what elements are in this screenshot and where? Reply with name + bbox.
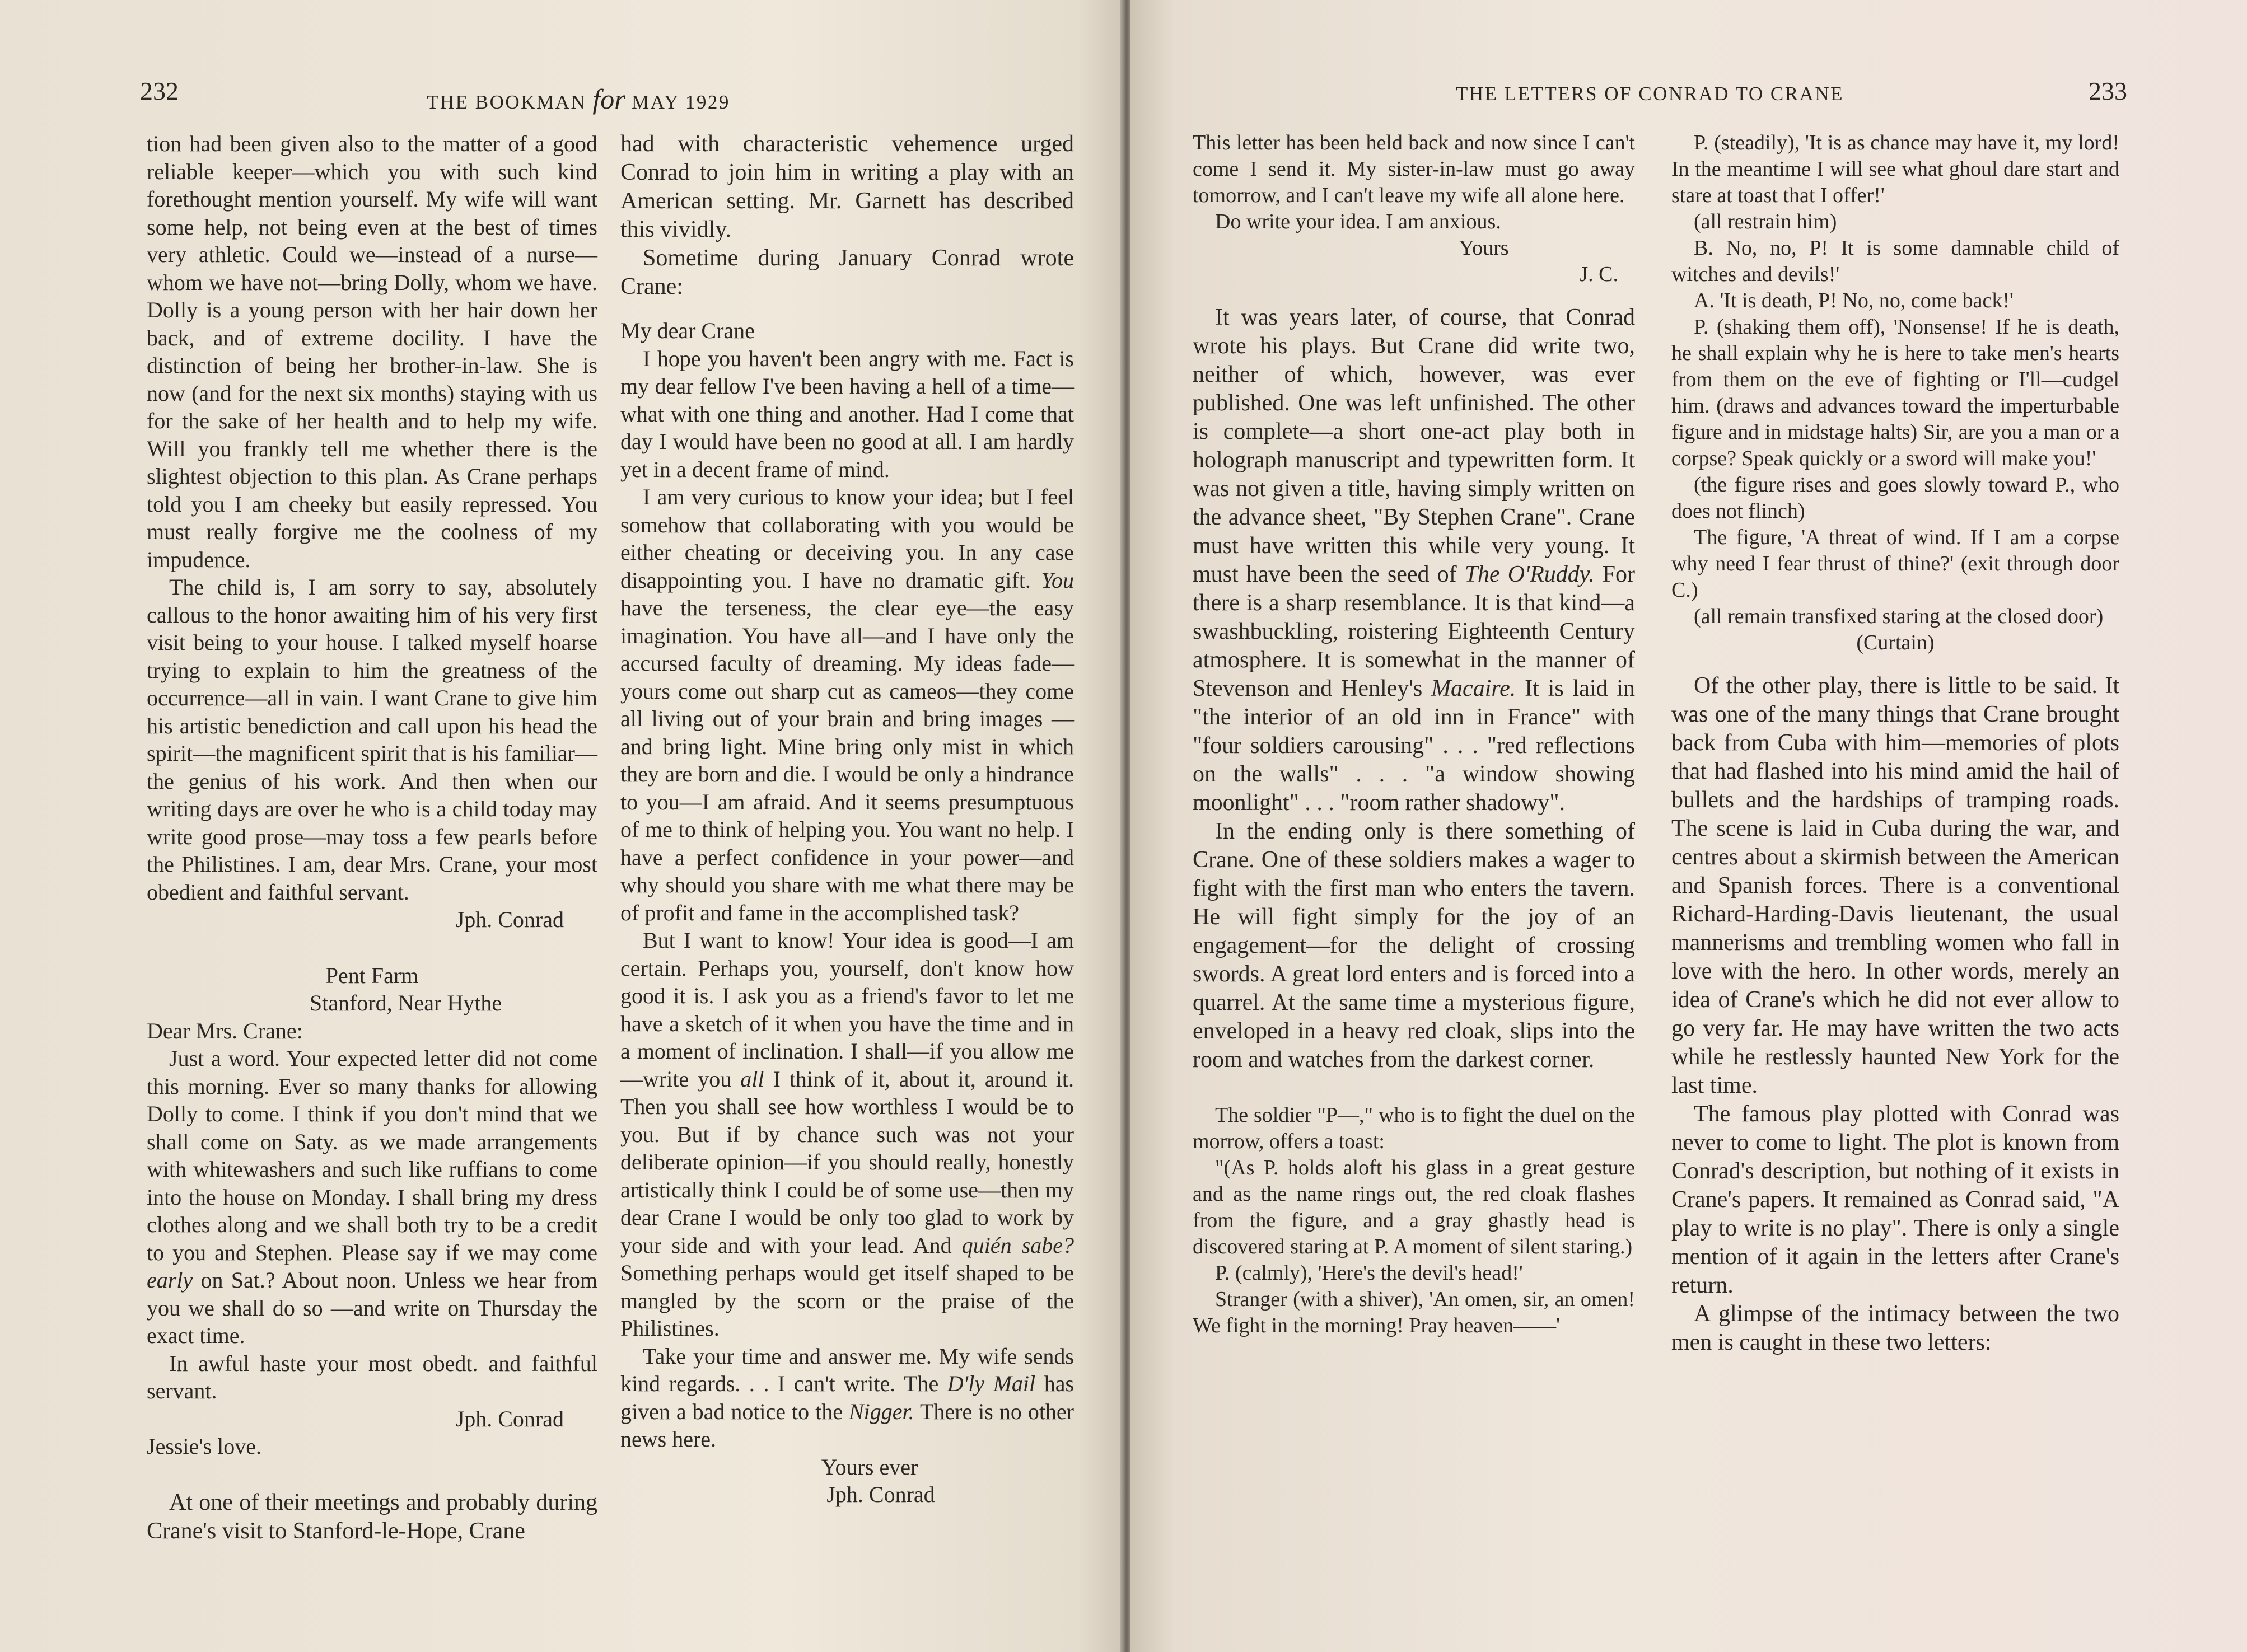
running-head-for: for xyxy=(592,83,625,115)
paragraph: The soldier "P—," who is to fight the duel on the morrow, offers a toast: xyxy=(1193,1103,1635,1153)
paragraph: Do write your idea. I am anxious. xyxy=(1215,210,1501,233)
paragraph: It was years later, of course, that Conrad wrote his plays. But Crane did write two, neither of which, however, was ever published. One was left unfinished. The other is complete—a short one-act play both in holograph manuscript and typewritten form. It was not given a title, having simply written on the advance sheet, "By Stephen Crane". Crane must have written this while very young. It must have been the seed of The O'Ruddy. For there is a sharp resemblance. It is that kind—a swashbuckling, roistering Eighteenth Century atmosphere. It is somewhat in the manner of Stevenson and Henley's Macaire. It is laid in "the interior of an old inn in France" with "four soldiers carousing" . . . "red reflections on the walls" . . . "a window showing moonlight" . . . "room rather shadowy". xyxy=(1193,305,1636,816)
play-excerpt: P. (shaking them off), 'Nonsense! If he is death, he shall explain why he is here to take men's hearts from them on the eve of fighting or I'll—cudgel him. (draws and advances toward the imperturbable figure and in midstage halts) Sir, are you a man or a corpse? Speak quickly or a sword will make you!' xyxy=(1671,315,2119,470)
emphasis: The O'Ruddy. xyxy=(1464,561,1595,587)
closing: Yours xyxy=(1459,236,1509,260)
paragraph: In awful haste your most obedt. and faithful servant. xyxy=(147,1350,597,1403)
stage-direction: (all remain transfixed staring at the closed door) xyxy=(1694,605,2104,628)
emphasis: Nigger. xyxy=(848,1398,914,1424)
paragraph: I am very curious to know your idea; but I feel somehow that collaborating with you would be either cheating or deceiving you. In any case disappointing you. I have no dramatic gift. You have the terseness, the clear eye—the easy imagination. You have all—and I have only the accursed faculty of dreaming. My ideas fade—yours come out sharp cut as cameos—they come all living out of your brain and bring images —and bring light. Mine bring only mist in which they are born and die. I would be only a hindrance to you—I am afraid. And it seems presumptuous of me to think of helping you. You want no help. I have a perfect confidence in your power—and why should you share with me what there may be of profit and fame in the accomplished task? xyxy=(620,484,1074,925)
paragraph: The child is, I am sorry to say, absolutely callous to the honor awaiting him of his very first visit being to your house. I talked myself hoarse trying to explain to him the greatness of the occurrence—all in vain. I want Crane to give him his artistic benediction and call upon his head the spirit—the magnificent spirit that is his familiar—the genius of his work. And then when our writing days are over he who is a child today may write good prose—may toss a few pearls before the Philistines. I am, dear Mrs. Crane, your most obedient and faithful servant. xyxy=(147,574,597,905)
paragraph: But I want to know! Your idea is good—I am certain. Perhaps you, yourself, don't know how good it is. I ask you as a friend's favor to let me have a sketch of it when you have the time and in a moment of inclination. I shall—if you allow me—write you all I think of it, about it, around it. Then you shall see how worthless I would be to you. But if by chance such was not your deliberate opinion—if you should really, honestly artistically think I could be of some use—then my dear Crane I would be only too glad to work by your side and with your lead. And quién sabe? Something perhaps would get itself shaped to be mangled by the scorn or the praise of the Philistines. xyxy=(620,928,1075,1341)
play-excerpt: B. No, no, P! It is some damnable child of witches and devils!' xyxy=(1671,236,2119,286)
closing: Yours ever xyxy=(821,1454,918,1480)
emphasis: early xyxy=(147,1267,193,1293)
stage-direction: (the figure rises and goes slowly toward P., who does not flinch) xyxy=(1671,473,2119,523)
paragraph: A glimpse of the intimacy between the two men is caught in these two letters: xyxy=(1671,1301,2119,1355)
salutation: My dear Crane xyxy=(620,318,755,343)
letter-address: Pent Farm xyxy=(325,962,419,988)
emphasis: all xyxy=(740,1066,764,1092)
paragraph: Of the other play, there is little to be said. It was one of the many things that Crane brought back from Cuba with him—memories of plots that had flashed into his mind amid the hail of bullets and the hardships of tramping roads. The scene is laid in Cuba during the war, and centres about a skirmish between the American and Spanish forces. There is a conventional Richard-Harding-Davis lieutenant, the usual mannerisms and trembling women who fall in love with the hero. In other words, merely an idea of Crane's which he did not ever allow to go very far. He may have written the two acts while he restlessly haunted New York for the last time. xyxy=(1671,673,2119,1098)
signature: Jph. Conrad xyxy=(455,907,564,932)
salutation: Dear Mrs. Crane: xyxy=(147,1018,303,1043)
left-page xyxy=(0,0,1123,1652)
paragraph: Take your time and answer me. My wife sends kind regards. . . I can't write. The D'ly Mail has given a bad notice to the Nigger. There is no other news here. xyxy=(620,1343,1075,1452)
emphasis: D'ly Mail xyxy=(947,1371,1036,1396)
paragraph: tion had been given also to the matter of a good reliable keeper—which you with such kind forethought mention yourself. My wife will want some help, not being even at the best of times very athletic. Could we—instead of a nurse—whom we have not—bring Dolly, whom we have. Dolly is a young person with her hair down her back, and of extreme docility. I have the distinction of being her brother-in-law. She is now (and for the next six months) staying with us for the sake of her health and to help my wife. Will you frankly tell me whether there is the slightest objection to this plan. As Crane perhaps told you I am cheeky but easily repressed. You must really forgive me the coolness of my impudence. xyxy=(147,131,597,572)
signature: Jph. Conrad xyxy=(455,1406,564,1431)
postscript: Jessie's love. xyxy=(147,1434,261,1459)
play-excerpt: P. (steadily), 'It is as chance may have it, my lord! In the meantime I will see what ghoul dare start and stare at toast that I offer!' xyxy=(1671,131,2119,207)
running-head: THE LETTERS OF CONRAD TO CRANE xyxy=(1456,83,1844,105)
text-column-1 xyxy=(1193,130,1635,1339)
letter-address: Stanford, Near Hythe xyxy=(309,990,502,1015)
play-excerpt: "(As P. holds aloft his glass in a great gesture and as the name rings out, the red cloak flashes from the figure, and a gray ghastly head is discovered staring at P. A moment of silent staring.) xyxy=(1193,1156,1635,1258)
text-column-1 xyxy=(147,130,597,1546)
text-column-2 xyxy=(1671,130,2119,1357)
text-column-2 xyxy=(620,130,1074,1509)
signature: J. C. xyxy=(1580,263,1618,286)
play-excerpt: A. 'It is death, P! No, no, come back!' xyxy=(1694,289,2014,312)
play-excerpt: P. (calmly), 'Here's the devil's head!' xyxy=(1215,1261,1523,1285)
signature: Jph. Conrad xyxy=(826,1482,935,1507)
emphasis: Macaire. xyxy=(1431,676,1516,701)
page-number: 233 xyxy=(2089,77,2127,105)
paragraph: had with characteristic vehemence urged Conrad to join him in writing a play with an American setting. Mr. Garnett has described this vividly. xyxy=(620,131,1074,242)
play-excerpt: Stranger (with a shiver), 'An omen, sir, an omen! We fight in the morning! Pray heaven——' xyxy=(1193,1288,1635,1337)
paragraph: Just a word. Your expected letter did not come this morning. Ever so many thanks for allowing Dolly to come. I think if you don't mind that we shall come on Saty. as we made arrangements with whitewashers and such like ruffians to come into the house on Monday. I shall bring my dress clothes along and we shall both try to be a credit to you and Stephen. Please say if we may come early on Sat.? About noon. Unless we hear from you we shall do so —and write on Thursday the exact time. xyxy=(147,1046,597,1348)
emphasis: You xyxy=(1041,567,1074,593)
paragraph: In the ending only is there something of Crane. One of these soldiers makes a wager to fight with the first man who enters the tavern. He will fight simply for the joy of an engagement—for the delight of crossing swords. A great lord enters and is forced into a quarrel. At the same time a mysterious figure, enveloped in a heavy red cloak, slips into the room and watches from the darkest corner. xyxy=(1193,818,1635,1073)
play-excerpt: The figure, 'A threat of wind. If I am a corpse why need I fear thrust of thine?' (exit through door C.) xyxy=(1671,526,2119,602)
stage-direction: (Curtain) xyxy=(1856,631,1935,654)
running-head xyxy=(427,83,730,115)
emphasis: quién sabe? xyxy=(961,1232,1075,1258)
stage-direction: (all restrain him) xyxy=(1694,210,1837,233)
paragraph: This letter has been held back and now since I can't come I send it. My sister-in-law must go away tomorrow, and I can't leave my wife all alone here. xyxy=(1193,131,1635,207)
paragraph: I hope you haven't been angry with me. Fact is my dear fellow I've been having a hell of a time—what with one thing and another. Had I come that day I would have been no good at all. I am hardly yet in a decent frame of mind. xyxy=(620,345,1074,482)
paragraph: At one of their meetings and probably during Crane's visit to Stanford-le-Hope, Crane xyxy=(147,1489,597,1544)
running-head-issue: MAY 1929 xyxy=(632,91,730,113)
page-number: 232 xyxy=(140,77,179,105)
paragraph: Sometime during January Conrad wrote Crane: xyxy=(620,245,1074,299)
paragraph: The famous play plotted with Conrad was never to come to light. The plot is known from Conrad's description, but nothing of it exists in Crane's papers. It remained as Conrad said, "A play to write is no play". There is only a single mention of it again in the letters after Crane's return. xyxy=(1671,1101,2119,1298)
running-head-title: THE BOOKMAN xyxy=(427,91,587,113)
right-page xyxy=(1130,0,2247,1652)
